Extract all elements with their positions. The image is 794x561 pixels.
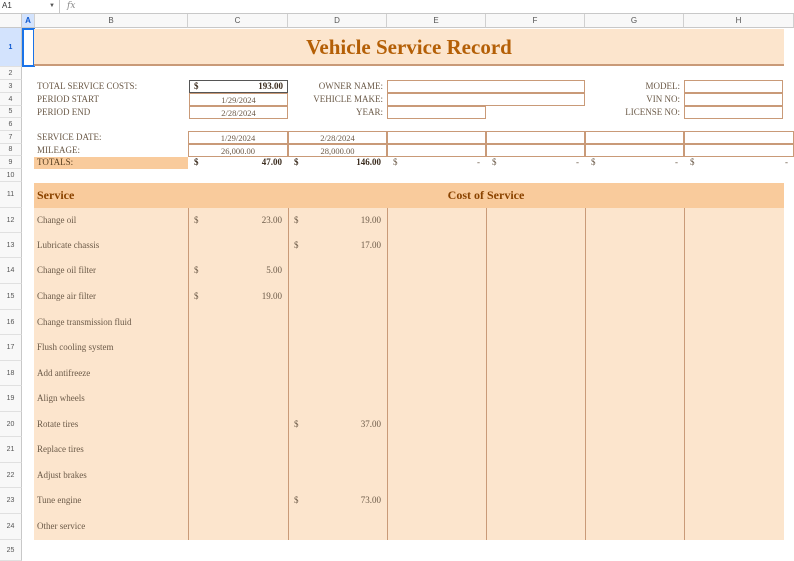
total-cell[interactable] — [387, 157, 486, 169]
total-currency: $ — [393, 157, 398, 167]
total-costs-value: 193.00 — [258, 81, 283, 91]
row-header-20[interactable]: 20 — [0, 412, 22, 437]
owner-name-field[interactable] — [387, 80, 585, 93]
service-row[interactable] — [34, 437, 784, 463]
row-header-13[interactable]: 13 — [0, 233, 22, 258]
column-header-f[interactable]: F — [486, 14, 585, 28]
model-field[interactable] — [684, 80, 783, 93]
mileage-cell[interactable] — [486, 144, 585, 157]
total-cell[interactable] — [585, 157, 684, 169]
total-cell[interactable] — [684, 157, 794, 169]
row-header-4[interactable]: 4 — [0, 93, 22, 106]
total-cell[interactable] — [486, 157, 585, 169]
total-currency: $ — [194, 157, 199, 167]
total-cell[interactable] — [288, 157, 387, 169]
service-row[interactable] — [34, 514, 784, 540]
year-label: YEAR: — [356, 107, 383, 117]
function-icon: fx — [67, 1, 76, 11]
service-row[interactable] — [34, 463, 784, 488]
mileage-value: 26,000.00 — [221, 146, 255, 156]
service-name: Rotate tires — [37, 419, 79, 429]
service-column-header: Service — [37, 188, 75, 202]
service-date-cell[interactable] — [585, 131, 684, 144]
mileage-value: 28,000.00 — [320, 146, 355, 156]
row-header-6[interactable]: 6 — [0, 118, 22, 131]
cost-currency: $ — [294, 240, 299, 250]
service-row[interactable] — [34, 386, 784, 412]
service-date-value: 1/29/2024 — [220, 133, 256, 143]
totals-label-cell — [34, 157, 188, 169]
service-date-value: 2/28/2024 — [320, 133, 355, 143]
vin-label: VIN NO: — [646, 94, 680, 104]
service-date-cell[interactable] — [486, 131, 585, 144]
cost-of-service-header: Cost of Service — [447, 188, 525, 202]
total-service-costs-label: TOTAL SERVICE COSTS: — [37, 81, 138, 91]
column-header-b[interactable]: B — [35, 14, 188, 28]
license-label: LICENSE NO: — [625, 107, 680, 117]
row-header-7[interactable]: 7 — [0, 131, 22, 144]
row-header-2[interactable]: 2 — [0, 67, 22, 80]
row-header-8[interactable]: 8 — [0, 144, 22, 156]
row-header-14[interactable]: 14 — [0, 258, 22, 284]
total-currency: $ — [690, 157, 695, 167]
column-header-g[interactable]: G — [585, 14, 684, 28]
cost-currency: $ — [194, 291, 199, 301]
service-row[interactable] — [34, 361, 784, 386]
service-name: Change air filter — [37, 291, 96, 301]
total-costs-cell[interactable] — [189, 80, 288, 93]
cost-value: 19.00 — [261, 291, 282, 301]
period-start-value: 1/29/2024 — [221, 95, 256, 105]
mileage-label: MILEAGE: — [37, 145, 80, 155]
row-header-21[interactable]: 21 — [0, 437, 22, 463]
row-header-5[interactable]: 5 — [0, 106, 22, 118]
total-value: 47.00 — [261, 157, 282, 167]
mileage-cell[interactable] — [684, 144, 794, 157]
period-start-label: PERIOD START — [37, 94, 99, 104]
column-header-h[interactable]: H — [684, 14, 794, 28]
service-row[interactable] — [34, 284, 784, 310]
cost-value: 37.00 — [360, 419, 381, 429]
total-value: - — [675, 157, 678, 167]
total-value: - — [477, 157, 480, 167]
cost-value: 5.00 — [266, 265, 282, 275]
vehicle-make-field[interactable] — [387, 93, 585, 106]
row-header-23[interactable]: 23 — [0, 488, 22, 514]
column-header-a[interactable]: A — [22, 14, 35, 28]
service-date-cell[interactable] — [188, 131, 288, 144]
total-currency: $ — [492, 157, 497, 167]
service-name: Add antifreeze — [37, 368, 91, 378]
mileage-cell[interactable] — [288, 144, 387, 157]
totals-label: TOTALS: — [37, 157, 74, 167]
row-header-1[interactable]: 1 — [0, 28, 22, 67]
name-box[interactable] — [0, 0, 60, 13]
chevron-down-icon[interactable]: ▼ — [49, 3, 55, 9]
cost-currency: $ — [294, 419, 299, 429]
service-date-cell[interactable] — [387, 131, 486, 144]
service-row[interactable] — [34, 208, 784, 233]
service-row[interactable] — [34, 233, 784, 258]
total-value: - — [576, 157, 579, 167]
total-currency: $ — [294, 157, 299, 167]
row-header-12[interactable]: 12 — [0, 208, 22, 233]
vin-field[interactable] — [684, 93, 783, 106]
period-start-cell[interactable] — [189, 93, 288, 106]
cost-currency: $ — [294, 215, 299, 225]
model-label: MODEL: — [645, 81, 680, 91]
owner-name-label: OWNER NAME: — [318, 81, 383, 91]
service-name: Replace tires — [37, 444, 84, 454]
total-currency: $ — [591, 157, 596, 167]
column-header-d[interactable]: D — [288, 14, 387, 28]
service-date-label: SERVICE DATE: — [37, 132, 102, 142]
select-all-corner[interactable] — [0, 14, 22, 28]
name-box-value: A1 — [2, 1, 12, 10]
mileage-cell[interactable] — [585, 144, 684, 157]
period-end-label: PERIOD END — [37, 107, 91, 117]
service-row[interactable] — [34, 488, 784, 514]
service-row[interactable] — [34, 412, 784, 437]
cost-currency: $ — [194, 265, 199, 275]
row-header-18[interactable]: 18 — [0, 361, 22, 386]
period-end-cell[interactable] — [189, 106, 288, 119]
service-name: Adjust brakes — [37, 470, 87, 480]
formula-input[interactable] — [84, 1, 784, 12]
service-row[interactable] — [34, 335, 784, 361]
cost-currency: $ — [294, 495, 299, 505]
row-header-9[interactable]: 9 — [0, 156, 22, 169]
total-cell[interactable] — [188, 157, 288, 169]
row-header-16[interactable]: 16 — [0, 310, 22, 335]
vehicle-make-label: VEHICLE MAKE: — [313, 94, 383, 104]
service-name: Align wheels — [37, 393, 85, 403]
cost-value: 17.00 — [360, 240, 381, 250]
currency-symbol: $ — [194, 81, 199, 91]
row-header-19[interactable]: 19 — [0, 386, 22, 412]
service-name: Flush cooling system — [37, 342, 114, 352]
cost-value: 19.00 — [360, 215, 381, 225]
row-header-17[interactable]: 17 — [0, 335, 22, 361]
column-header-e[interactable]: E — [387, 14, 486, 28]
year-field[interactable] — [387, 106, 486, 119]
service-name: Other service — [37, 521, 86, 531]
row-header-15[interactable]: 15 — [0, 284, 22, 310]
service-date-cell[interactable] — [684, 131, 794, 144]
cost-value: 23.00 — [261, 215, 282, 225]
period-end-value: 2/28/2024 — [221, 108, 256, 118]
service-name: Change oil — [37, 215, 77, 225]
row-header-24[interactable]: 24 — [0, 514, 22, 540]
service-table-header — [34, 183, 784, 208]
service-name: Tune engine — [37, 495, 82, 505]
total-value: 146.00 — [356, 157, 381, 167]
column-header-c[interactable]: C — [188, 14, 288, 28]
row-header-10[interactable]: 10 — [0, 169, 22, 182]
service-row[interactable] — [34, 258, 784, 284]
row-header-11[interactable]: 11 — [0, 182, 22, 208]
page-title[interactable]: Vehicle Service Record — [34, 29, 784, 66]
cost-currency: $ — [194, 215, 199, 225]
mileage-cell[interactable] — [188, 144, 288, 157]
license-field[interactable] — [684, 106, 783, 119]
row-header-3[interactable]: 3 — [0, 80, 22, 93]
row-header-22[interactable]: 22 — [0, 463, 22, 488]
service-name: Change transmission fluid — [37, 317, 132, 327]
total-value: - — [785, 157, 788, 167]
formula-bar — [0, 0, 794, 14]
service-date-cell[interactable] — [288, 131, 387, 144]
row-header-25[interactable]: 25 — [0, 540, 22, 561]
cost-value: 73.00 — [360, 495, 381, 505]
service-name: Change oil filter — [37, 265, 96, 275]
service-name: Lubricate chassis — [37, 240, 100, 250]
service-row[interactable] — [34, 310, 784, 335]
mileage-cell[interactable] — [387, 144, 486, 157]
